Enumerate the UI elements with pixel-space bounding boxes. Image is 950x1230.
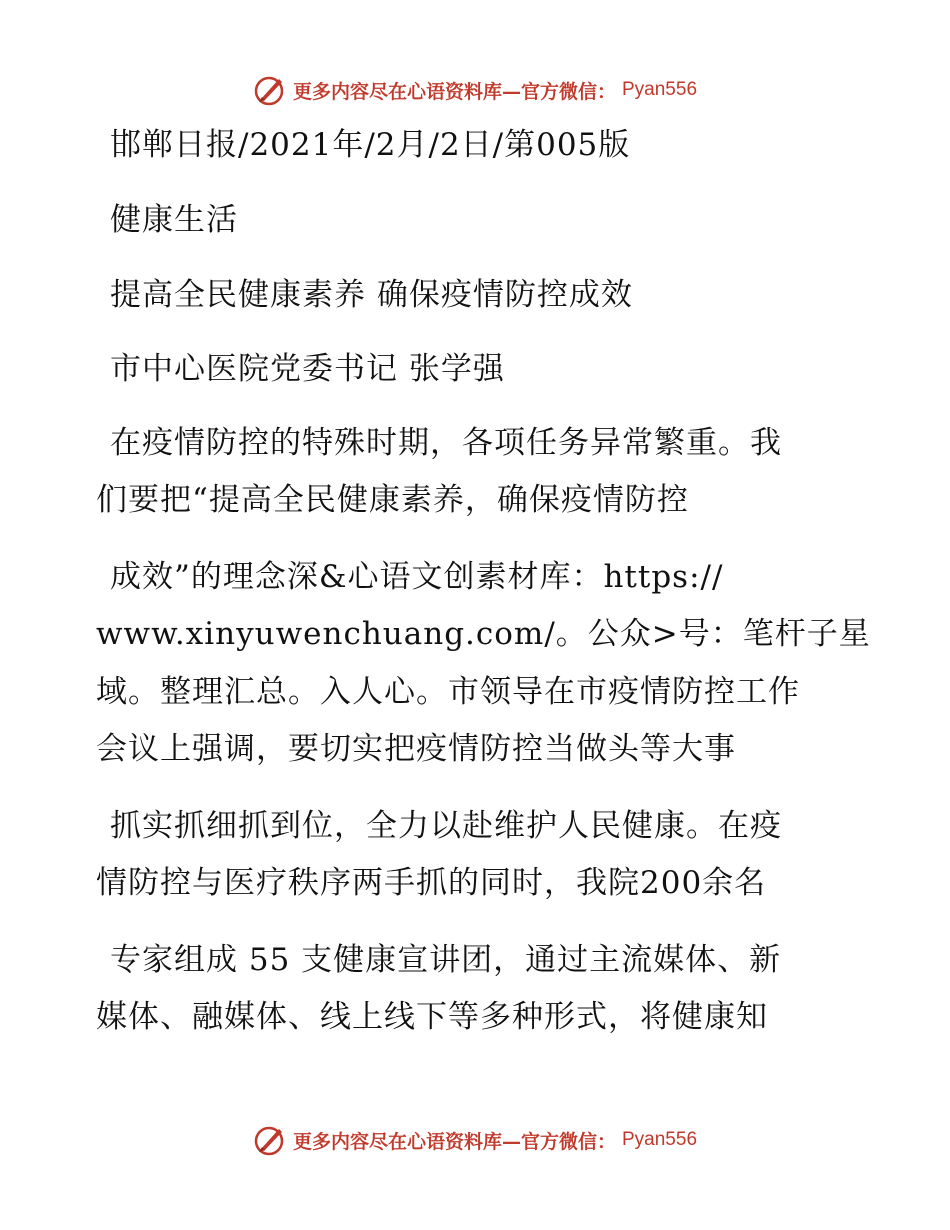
watermark-banner-top [0,70,950,110]
quill-circle-icon [253,73,287,107]
body-line: 在疫情防控的特殊时期，各项任务异常繁重。我 [110,425,782,461]
body-line: 们要把“提高全民健康素养，确保疫情防控 [96,482,689,518]
article-author: 市中心医院党委书记 张学强 [110,351,505,387]
body-line: 情防控与医疗秩序两手抓的同时，我院200余名 [96,865,767,901]
body-line: 抓实抓细抓到位，全力以赴维护人民健康。在疫 [110,808,782,844]
body-line: 专家组成 55 支健康宣讲团，通过主流媒体、新 [110,942,782,978]
body-line: 会议上强调，要切实把疫情防控当做头等大事 [96,731,736,767]
banner-text: 更多内容尽在心语资料库—官方微信： [292,80,616,103]
banner-wechat-id: Pyan556 [622,79,698,100]
body-line: www.xinyuwenchuang.com/。公众>号：笔杆子星 [96,616,871,652]
body-line: 域。整理汇总。入人心。市领导在市疫情防控工作 [96,674,800,710]
article-title: 提高全民健康素养 确保疫情防控成效 [110,277,633,313]
publication-line: 邯郸日报/2021年/2月/2日/第005版 [110,127,631,163]
quill-circle-icon [253,1123,287,1157]
watermark-banner-bottom [0,1120,950,1160]
banner-wechat-id: Pyan556 [622,1129,698,1150]
banner-text: 更多内容尽在心语资料库—官方微信： [292,1130,616,1153]
body-line: 媒体、融媒体、线上线下等多种形式，将健康知 [96,999,768,1035]
section-label: 健康生活 [110,202,238,238]
body-line: 成效”的理念深&心语文创素材库：https:// [110,559,724,595]
